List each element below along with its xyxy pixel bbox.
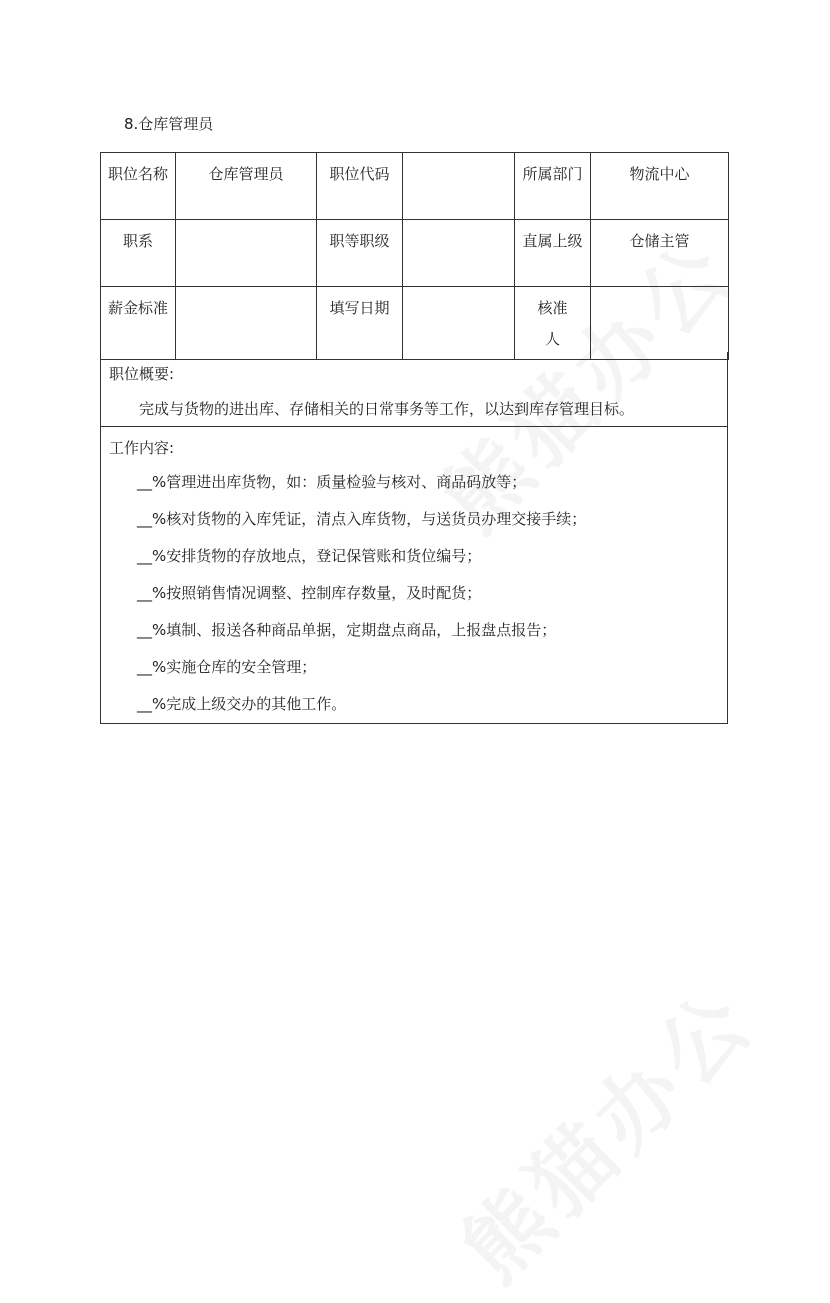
table-row [101,220,729,287]
label-direct-supervisor: 直属上级 [515,220,591,287]
value-position-code [403,153,515,220]
label-position-code: 职位代码 [317,153,403,220]
list-item: __%填制、报送各种商品单据，定期盘点商品，上报盘点报告； [137,621,557,639]
label-salary-standard: 薪金标准 [101,287,176,360]
value-approver [591,287,729,360]
duty-list [137,472,586,731]
watermark [431,958,777,1303]
list-item: __%完成上级交办的其他工作。 [137,695,347,713]
list-item: __%核对货物的入库凭证，清点入库货物，与送货员办理交接手续； [137,510,587,528]
label-job-family: 职系 [101,220,176,287]
list-item: __%安排货物的存放地点，登记保管账和货位编号； [137,547,482,565]
list-item: __%实施仓库的安全管理； [137,658,317,676]
label-job-grade: 职等职级 [317,220,403,287]
value-fill-date [403,287,515,360]
list-item: __%管理进出库货物，如：质量检验与核对、商品码放等； [137,473,527,491]
summary-heading: 职位概要: [109,365,175,383]
label-fill-date: 填写日期 [317,287,403,360]
table-row [101,287,729,360]
value-job-family [176,220,317,287]
value-department: 物流中心 [591,153,729,220]
list-item: __%按照销售情况调整、控制库存数量，及时配货； [137,584,482,602]
value-direct-supervisor: 仓储主管 [591,220,729,287]
value-job-grade [403,220,515,287]
section-title: 8.仓库管理员 [124,115,214,133]
job-info-table [100,152,729,360]
label-position-name: 职位名称 [101,153,176,220]
duties-heading: 工作内容: [109,439,175,457]
summary-text: 完成与货物的进出库、存储相关的日常事务等工作，以达到库存管理目标。 [139,400,635,418]
position-summary-section [100,352,728,427]
label-approver: 核准人 [515,287,591,360]
job-duties-section [100,426,728,724]
value-salary-standard [176,287,317,360]
value-position-name: 仓库管理员 [176,153,317,220]
label-department: 所属部门 [515,153,591,220]
table-row [101,153,729,220]
